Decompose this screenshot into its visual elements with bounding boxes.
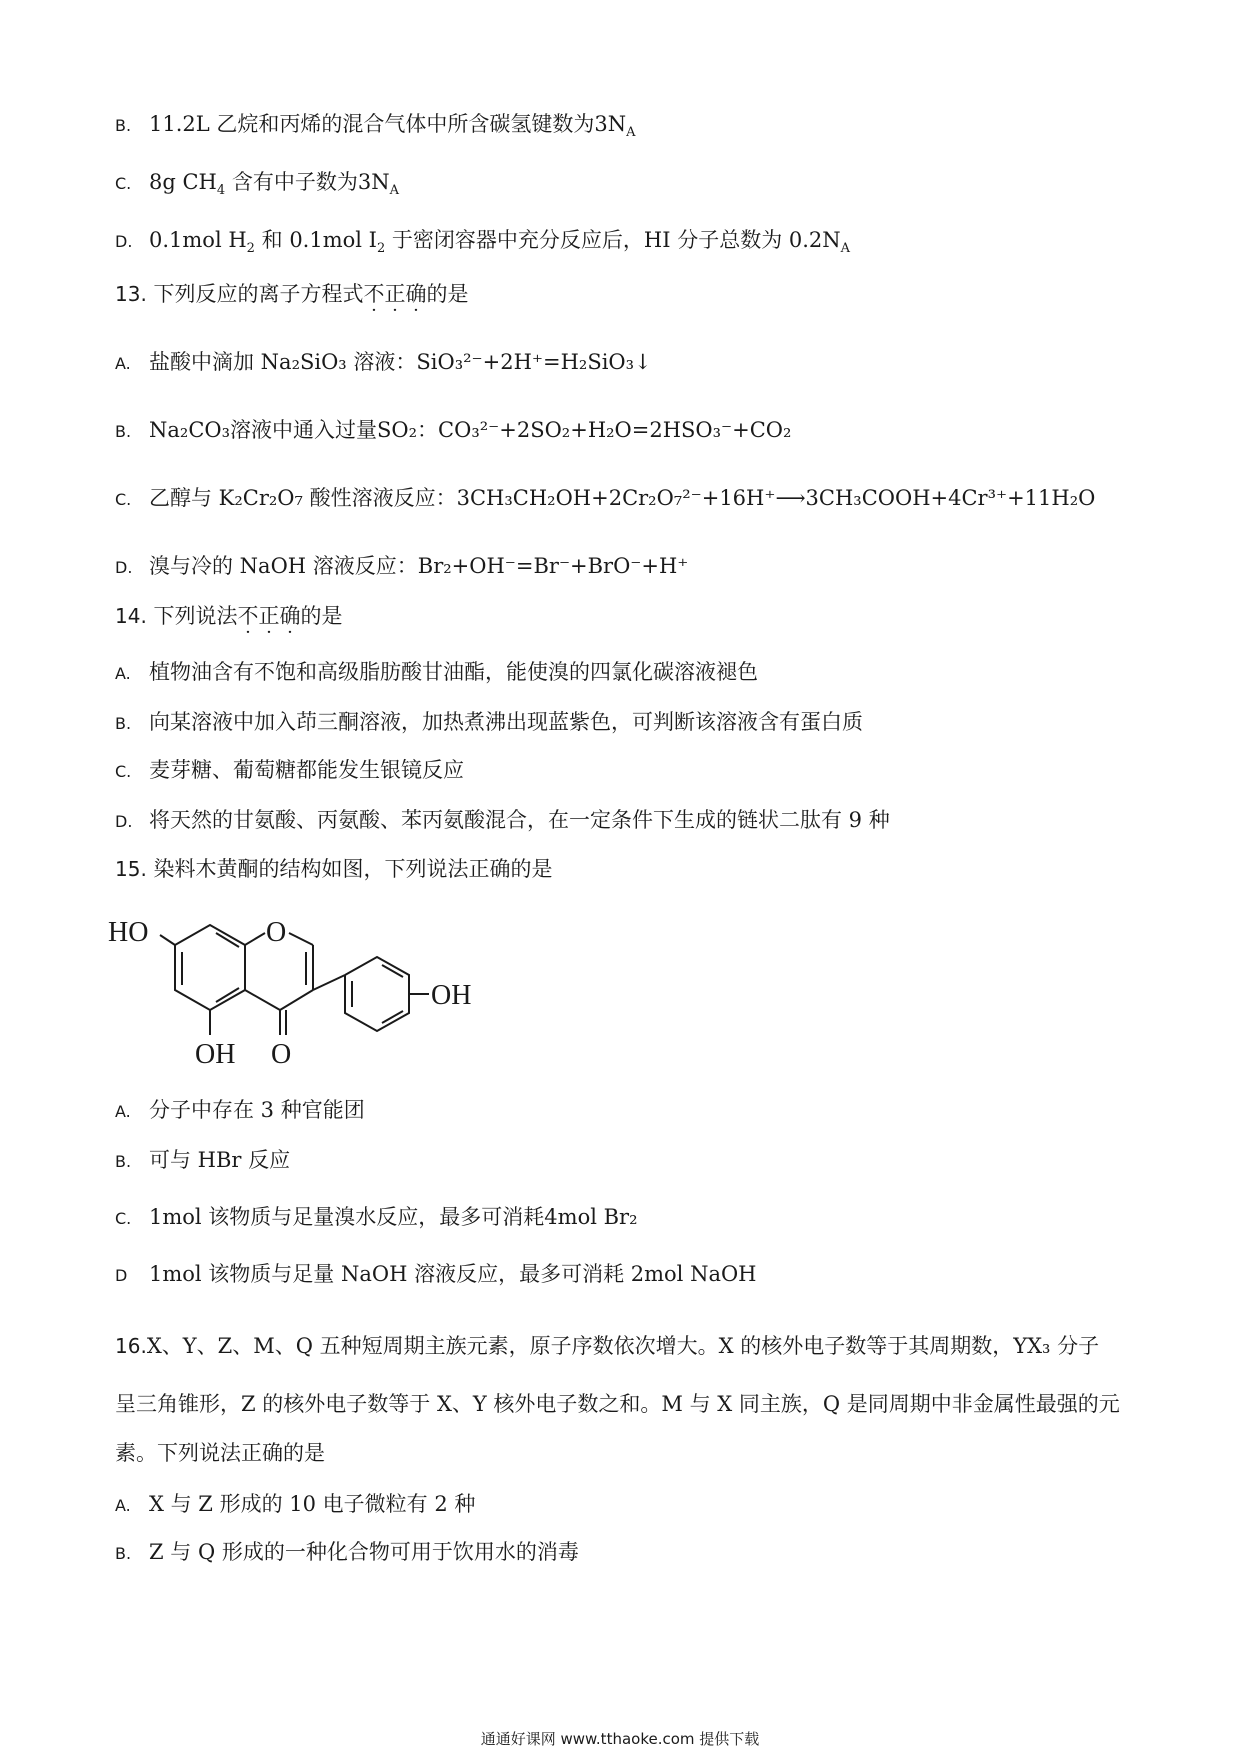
- option-text: 将天然的甘氨酸、丙氨酸、苯丙氨酸混合，在一定条件下生成的链状二肽有 9 种: [149, 808, 890, 832]
- q15-option-a: [115, 1098, 365, 1123]
- option-text: 乙醇与 K₂Cr₂O₇ 酸性溶液反应：3CH₃CH₂OH+2Cr₂O₇²⁻+16H⁺⟶3CH₃COOH+4Cr³⁺+11H₂O: [149, 486, 1096, 510]
- q15-option-c: [115, 1205, 638, 1230]
- option-label: D.: [115, 558, 133, 577]
- genistein-structure-diagram: [108, 905, 535, 1080]
- formula: 8g CH: [149, 170, 217, 194]
- stem-text: 染料木黄酮的结构如图，下列说法正确的是: [153, 857, 553, 881]
- stem-text: 的是: [300, 604, 343, 628]
- q14-stem: [115, 604, 343, 629]
- option-text: 含有中子数为: [225, 170, 358, 194]
- footer-watermark: 通通好课网 www.tthaoke.com 提供下载: [480, 1730, 760, 1748]
- option-label: D: [115, 1266, 128, 1285]
- option-label: B.: [115, 714, 132, 733]
- oh-right-label: OH: [431, 980, 472, 1011]
- question-number: 14.: [115, 604, 147, 628]
- q14-option-d: [115, 808, 890, 833]
- stem-text: 下列说法: [153, 604, 238, 628]
- stem-text: 呈三角锥形，Z 的核外电子数等于 X、Y 核外电子数之和。M 与 X 同主族，Q 是同周期中非金属性最强的元: [115, 1392, 1120, 1416]
- phenyl-ring: [345, 957, 409, 1031]
- bond: [289, 933, 313, 945]
- oh-bottom-label: OH: [195, 1039, 236, 1070]
- option-text: 1mol 该物质与足量溴水反应，最多可消耗4mol Br₂: [149, 1205, 638, 1229]
- option-text: X 与 Z 形成的 10 电子微粒有 2 种: [149, 1492, 476, 1516]
- formula: 3N: [357, 170, 390, 194]
- bond: [245, 990, 280, 1010]
- emphasis-char: 正: [258, 604, 280, 628]
- option-text: Z 与 Q 形成的一种化合物可用于饮用水的消毒: [149, 1540, 579, 1564]
- option-text: 向某溶液中加入茚三酮溶液，加热煮沸出现蓝紫色，可判断该溶液含有蛋白质: [149, 710, 863, 734]
- option-text: Na₂CO₃溶液中通入过量SO₂：CO₃²⁻+2SO₂+H₂O=2HSO₃⁻+CO₂: [149, 418, 792, 442]
- subscript: A: [840, 241, 851, 256]
- question-number: 13.: [115, 282, 147, 306]
- q16-stem-line1: [115, 1334, 1099, 1359]
- q13-option-d: [115, 554, 688, 579]
- subscript: A: [626, 125, 636, 140]
- formula: 0.1mol H: [149, 228, 247, 252]
- option-label: A.: [115, 1102, 131, 1121]
- q16-stem-line3: [115, 1441, 325, 1466]
- option-text: 11.2L 乙烷和丙烯的混合气体中所含碳氢键数为: [149, 112, 595, 136]
- emphasis-char: 正: [384, 282, 406, 306]
- q15-stem: [115, 857, 553, 882]
- option-label: B.: [115, 1544, 132, 1563]
- formula: 0.2N: [788, 228, 841, 252]
- option-text: 于密闭容器中充分反应后，HI 分子总数为: [385, 228, 789, 252]
- emphasis-char: 不: [363, 282, 385, 306]
- q15-option-d: [115, 1262, 757, 1287]
- option-label: A.: [115, 664, 131, 683]
- option-label: C.: [115, 1209, 132, 1228]
- option-text: 分子中存在 3 种官能团: [149, 1098, 365, 1122]
- stem-text: 下列反应的离子方程式: [153, 282, 364, 306]
- subscript: 2: [376, 241, 386, 256]
- q14-option-a: [115, 660, 758, 685]
- option-label: B.: [115, 116, 132, 135]
- option-text: 可与 HBr 反应: [149, 1148, 291, 1172]
- option-label: B.: [115, 422, 132, 441]
- structure-bonds: [160, 925, 429, 1035]
- q16-option-a: [115, 1492, 475, 1517]
- q12-option-c: [115, 170, 399, 199]
- q16-option-b: [115, 1540, 579, 1565]
- option-label: A.: [115, 1496, 131, 1515]
- q13-option-c: [115, 486, 1095, 511]
- emphasis-char: 不: [237, 604, 259, 628]
- q14-option-b: [115, 710, 863, 735]
- option-label: D.: [115, 812, 133, 831]
- option-label: C.: [115, 174, 132, 193]
- stem-text: X、Y、Z、M、Q 五种短周期主族元素，原子序数依次增大。X 的核外电子数等于其周期数，YX₃ 分子: [146, 1334, 1100, 1358]
- subscript: A: [389, 183, 399, 198]
- bond: [280, 990, 313, 1010]
- q14-option-c: [115, 758, 464, 783]
- stem-text: 素。下列说法正确的是: [115, 1441, 325, 1465]
- bond: [160, 935, 175, 945]
- ring-oxygen-label: O: [266, 917, 287, 948]
- q16-stem-line2: [115, 1392, 1120, 1417]
- stem-text: 的是: [426, 282, 469, 306]
- option-label: A.: [115, 354, 131, 373]
- option-label: C.: [115, 490, 132, 509]
- emphasis-char: 确: [279, 604, 301, 628]
- q13-stem: [115, 282, 469, 307]
- bond: [245, 933, 265, 945]
- q13-option-b: [115, 418, 791, 443]
- option-text: 溴与冷的 NaOH 溶液反应：Br₂+OH⁻=Br⁻+BrO⁻+H⁺: [149, 554, 689, 578]
- emphasis-char: 确: [405, 282, 427, 306]
- q13-option-a: [115, 350, 652, 375]
- subscript: 2: [246, 241, 255, 256]
- subscript: 4: [216, 183, 226, 198]
- q12-option-d: [115, 228, 850, 257]
- bond: [313, 975, 345, 990]
- option-text: 1mol 该物质与足量 NaOH 溶液反应，最多可消耗 2mol NaOH: [149, 1262, 757, 1286]
- carbonyl-oxygen-label: O: [271, 1039, 292, 1070]
- option-text: 植物油含有不饱和高级脂肪酸甘油酯，能使溴的四氯化碳溶液褪色: [149, 660, 758, 684]
- benzene-ring-a: [175, 925, 245, 1010]
- option-label: B.: [115, 1152, 132, 1171]
- option-label: D.: [115, 232, 133, 251]
- question-number: 16.: [115, 1334, 147, 1358]
- option-text: 麦芽糖、葡萄糖都能发生银镜反应: [149, 758, 464, 782]
- q12-option-b: [115, 112, 636, 141]
- question-number: 15.: [115, 857, 147, 881]
- option-text: 盐酸中滴加 Na₂SiO₃ 溶液：SiO₃²⁻+2H⁺=H₂SiO₃↓: [149, 350, 652, 374]
- formula: 0.1mol I: [289, 228, 377, 252]
- q15-option-b: [115, 1148, 290, 1173]
- formula: 3N: [594, 112, 627, 136]
- option-label: C.: [115, 762, 132, 781]
- ho-label: HO: [108, 917, 149, 948]
- option-text: 和: [254, 228, 290, 252]
